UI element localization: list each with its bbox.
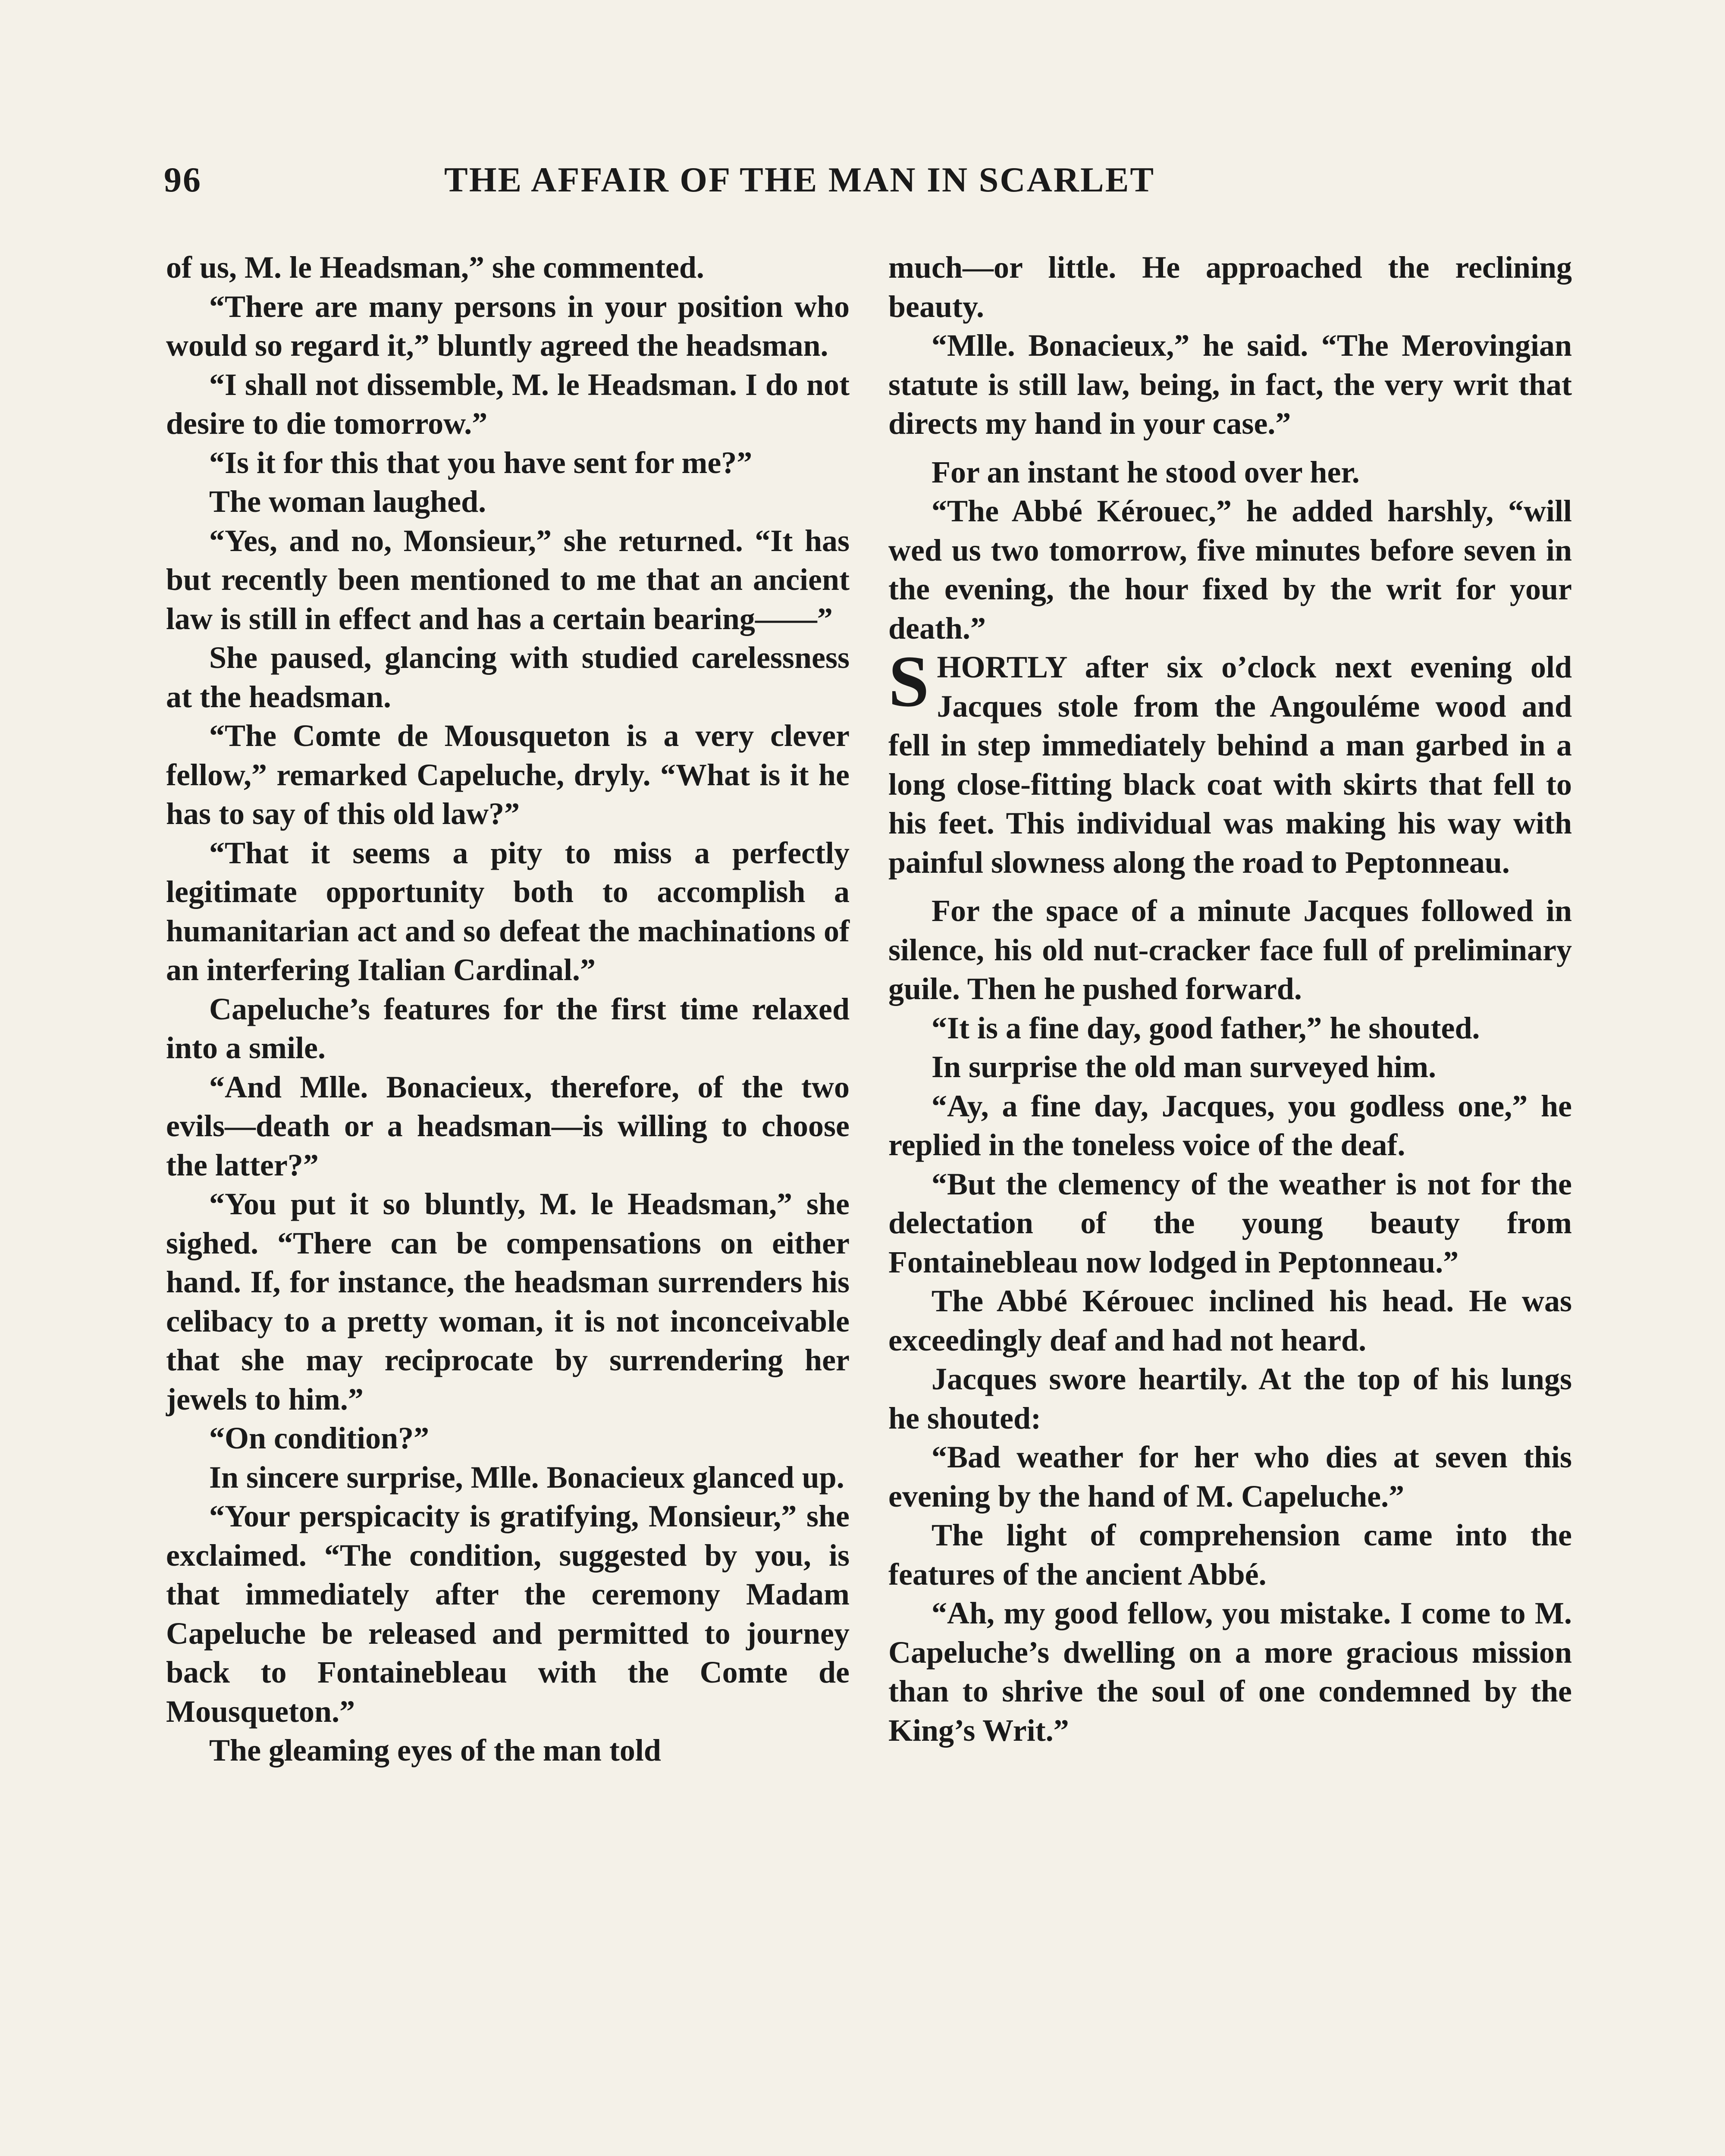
paragraph: “Is it for this that you have sent for me?”	[209, 445, 753, 480]
paragraph: “There are many persons in your position who would so regard it,” bluntly agreed the headsman.	[166, 289, 850, 363]
paragraph: She paused, glancing with studied carelessness at the headsman.	[166, 640, 850, 714]
paragraph: Capeluche’s features for the first time relaxed into a smile.	[166, 991, 850, 1065]
paragraph: The woman laughed.	[209, 484, 486, 519]
paragraph: “Your perspicacity is gratifying, Monsieur,” she exclaimed. “The condition, suggested by you, is that immediately after the ceremony Madam Capeluche be released and permitted to journey back to Fontainebleau with the Comte de Mousqueton.”	[166, 1499, 850, 1729]
paragraph: of us, M. le Headsman,” she commented.	[166, 250, 704, 285]
paragraph: “I shall not dissemble, M. le Headsman. I do not desire to die tomorrow.”	[166, 367, 850, 441]
paragraph: “That it seems a pity to miss a perfectly legitimate opportunity both to accomplish a humanitarian act and so defeat the machinations of an interfering Italian Cardinal.”	[166, 835, 850, 987]
section-opening-text: HORTLY after six o’clock next evening old Jacques stole from the Angouléme wood and fell in step immediately behind a man garbed in a long close-fitting black coat with skirts that fell to his feet. This individual was making his way with painful slowness along the road to Peptonneau.	[888, 650, 1572, 880]
paragraph: The light of comprehension came into the features of the ancient Abbé.	[888, 1518, 1572, 1592]
paragraph: Jacques swore heartily. At the top of his lungs he shouted:	[888, 1362, 1572, 1435]
page-number: 96	[164, 160, 202, 199]
paragraph: “Mlle. Bonacieux,” he said. “The Merovingian statute is still law, being, in fact, the very writ that directs my hand in your case.”	[888, 328, 1572, 441]
paragraph: In surprise the old man surveyed him.	[932, 1050, 1436, 1084]
paragraph: The gleaming eyes of the man told	[209, 1733, 661, 1767]
paragraph: much—or little. He approached the reclining beauty.	[888, 250, 1572, 324]
page-header	[164, 160, 1285, 211]
drop-cap: S	[888, 641, 929, 722]
paragraph: “Ay, a fine day, Jacques, you godless one,” he replied in the toneless voice of the deaf.	[888, 1088, 1572, 1162]
paragraph: “But the clemency of the weather is not for the delectation of the young beauty from Fontainebleau now lodged in Peptonneau.”	[888, 1166, 1572, 1279]
paragraph: “It is a fine day, good father,” he shouted.	[932, 1010, 1480, 1045]
paragraph: “Bad weather for her who dies at seven this evening by the hand of M. Capeluche.”	[888, 1440, 1572, 1514]
right-column	[888, 248, 1572, 1750]
paragraph: “On condition?”	[209, 1421, 430, 1455]
paragraph: “You put it so bluntly, M. le Headsman,” she sighed. “There can be compensations on either hand. If, for instance, the headsman surrenders his celibacy to a pretty woman, it is not inconceivable that she may reciprocate by surrendering her jewels to him.”	[166, 1187, 850, 1416]
paragraph: “And Mlle. Bonacieux, therefore, of the two evils—death or a headsman—is willing to choose the latter?”	[166, 1069, 850, 1182]
paragraph: “The Comte de Mousqueton is a very clever fellow,” remarked Capeluche, dryly. “What is it he has to say of this old law?”	[166, 718, 850, 831]
running-title: THE AFFAIR OF THE MAN IN SCARLET	[444, 160, 1155, 199]
paragraph: “The Abbé Kérouec,” he added harshly, “will wed us two tomorrow, five minutes before seven in the evening, the hour fixed by the writ for your death.”	[888, 494, 1572, 646]
paragraph: “Yes, and no, Monsieur,” she returned. “It has but recently been mentioned to me that an ancient law is still in effect and has a certain bearing——”	[166, 523, 850, 636]
left-column	[166, 248, 850, 1770]
paragraph: The Abbé Kérouec inclined his head. He was exceedingly deaf and had not heard.	[888, 1284, 1572, 1357]
paragraph: In sincere surprise, Mlle. Bonacieux glanced up.	[209, 1460, 844, 1495]
paragraph: For the space of a minute Jacques followed in silence, his old nut-cracker face full of preliminary guile. Then he pushed forward.	[888, 893, 1572, 1006]
section-opening-paragraph	[888, 641, 1572, 882]
paragraph: For an instant he stood over her.	[932, 454, 1360, 489]
paragraph: “Ah, my good fellow, you mistake. I come to M. Capeluche’s dwelling on a more gracious mission than to shrive the soul of one condemned by the King’s Writ.”	[888, 1596, 1572, 1748]
